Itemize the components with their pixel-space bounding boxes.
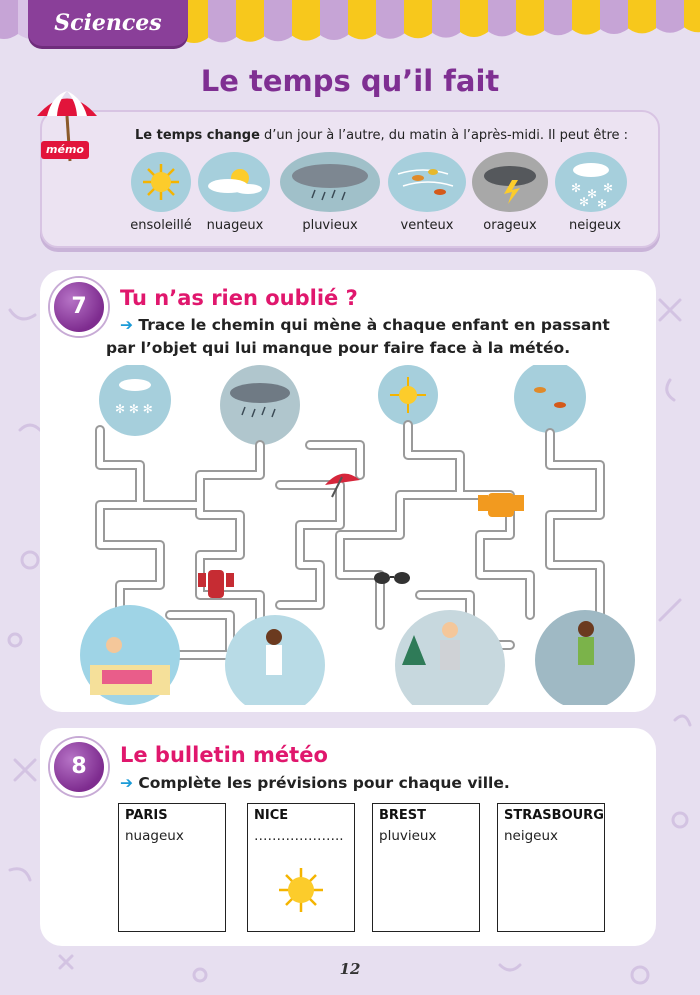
- svg-text:✻: ✻: [597, 197, 608, 211]
- page-number: 12: [339, 960, 361, 978]
- city-forecast: pluvieux: [379, 828, 437, 844]
- cloudy-icon: [198, 152, 270, 212]
- exercise-7-instruction: [106, 314, 610, 360]
- memo-tag: mémo: [41, 141, 89, 159]
- weather-label: venteux: [400, 218, 454, 233]
- awning-stripe: [292, 0, 320, 41]
- city-box-paris: [118, 803, 226, 932]
- maze-illustration[interactable]: [80, 365, 640, 705]
- city-name: PARIS: [125, 808, 168, 823]
- snow-cloud-icon: [555, 152, 627, 212]
- snow-cloud-icon: [99, 365, 171, 436]
- awning-stripe: [544, 0, 572, 35]
- weather-label: ensoleillé: [130, 218, 192, 233]
- awning-stripe: [404, 0, 432, 38]
- exercise-8-badge: 8: [50, 738, 108, 796]
- awning-stripe: [684, 0, 700, 32]
- awning-stripe: [600, 0, 628, 34]
- exercise-8-instruction: [120, 772, 510, 795]
- svg-text:✻: ✻: [571, 181, 582, 195]
- awning-stripe: [348, 0, 376, 39]
- wind-leaves-icon: [388, 152, 466, 212]
- city-name: STRASBOURG: [504, 808, 604, 823]
- weather-label: orageux: [483, 218, 537, 233]
- exercise-8-title: Le bulletin météo: [120, 743, 328, 767]
- weather-label: neigeux: [568, 218, 622, 233]
- city-forecast: nuageux: [125, 828, 184, 844]
- subject-label: Sciences: [54, 10, 162, 36]
- awning-stripe: [0, 0, 18, 39]
- weather-label: pluvieux: [302, 218, 358, 233]
- awning-stripe: [488, 0, 516, 36]
- awning-stripe: [432, 0, 460, 38]
- instruction-line-1: Trace le chemin qui mène à chaque enfant en passant: [138, 316, 610, 334]
- svg-text:✻ ✻ ✻: ✻ ✻ ✻: [115, 402, 153, 416]
- sunglasses-icon: [374, 572, 410, 584]
- storm-cloud-icon: [472, 152, 548, 212]
- sun-icon: [271, 860, 331, 920]
- memo-text: [135, 128, 628, 143]
- exercise-7-title: Tu n’as rien oublié ?: [120, 286, 358, 310]
- city-forecast: neigeux: [504, 828, 559, 844]
- city-name: BREST: [379, 808, 427, 823]
- arrow-icon: ➔: [120, 316, 133, 334]
- page-title: Le temps qu’il fait: [200, 64, 500, 98]
- city-box-nice: [247, 803, 355, 932]
- svg-text:✻: ✻: [579, 195, 590, 209]
- awning-stripe: [236, 0, 264, 42]
- awning-stripe: [376, 0, 404, 39]
- subject-tab: [28, 0, 188, 46]
- awning-stripe: [572, 0, 600, 35]
- instruction-line-2: par l’objet qui lui manque pour faire face à la météo.: [106, 339, 571, 357]
- wind-leaves-icon: [514, 365, 586, 433]
- svg-text:✻: ✻: [603, 181, 614, 195]
- rain-cloud-icon: [220, 365, 300, 445]
- awning-stripe: [208, 0, 236, 42]
- awning-stripe: [656, 0, 684, 33]
- city-name: NICE: [254, 808, 289, 823]
- svg-text:✻: ✻: [587, 187, 598, 201]
- awning-stripe: [628, 0, 656, 33]
- sun-icon: [131, 152, 191, 212]
- weather-label: nuageux: [206, 218, 264, 233]
- memo-text-rest: d’un jour à l’autre, du matin à l’après-midi. Il peut être :: [259, 128, 629, 143]
- arrow-icon: ➔: [120, 774, 133, 792]
- rain-cloud-icon: [280, 152, 380, 212]
- instruction-text: Complète les prévisions pour chaque ville.: [138, 774, 510, 792]
- city-forecast-blank[interactable]: ………………..: [254, 828, 344, 844]
- memo-text-bold: Le temps change: [135, 128, 260, 143]
- awning-stripe: [460, 0, 488, 37]
- awning-stripe: [516, 0, 544, 36]
- city-box-strasbourg: [497, 803, 605, 932]
- city-box-brest: [372, 803, 480, 932]
- sweater-icon: [478, 493, 524, 517]
- awning-stripe: [320, 0, 348, 40]
- exercise-7-badge: 7: [50, 278, 108, 336]
- awning-stripe: [264, 0, 292, 41]
